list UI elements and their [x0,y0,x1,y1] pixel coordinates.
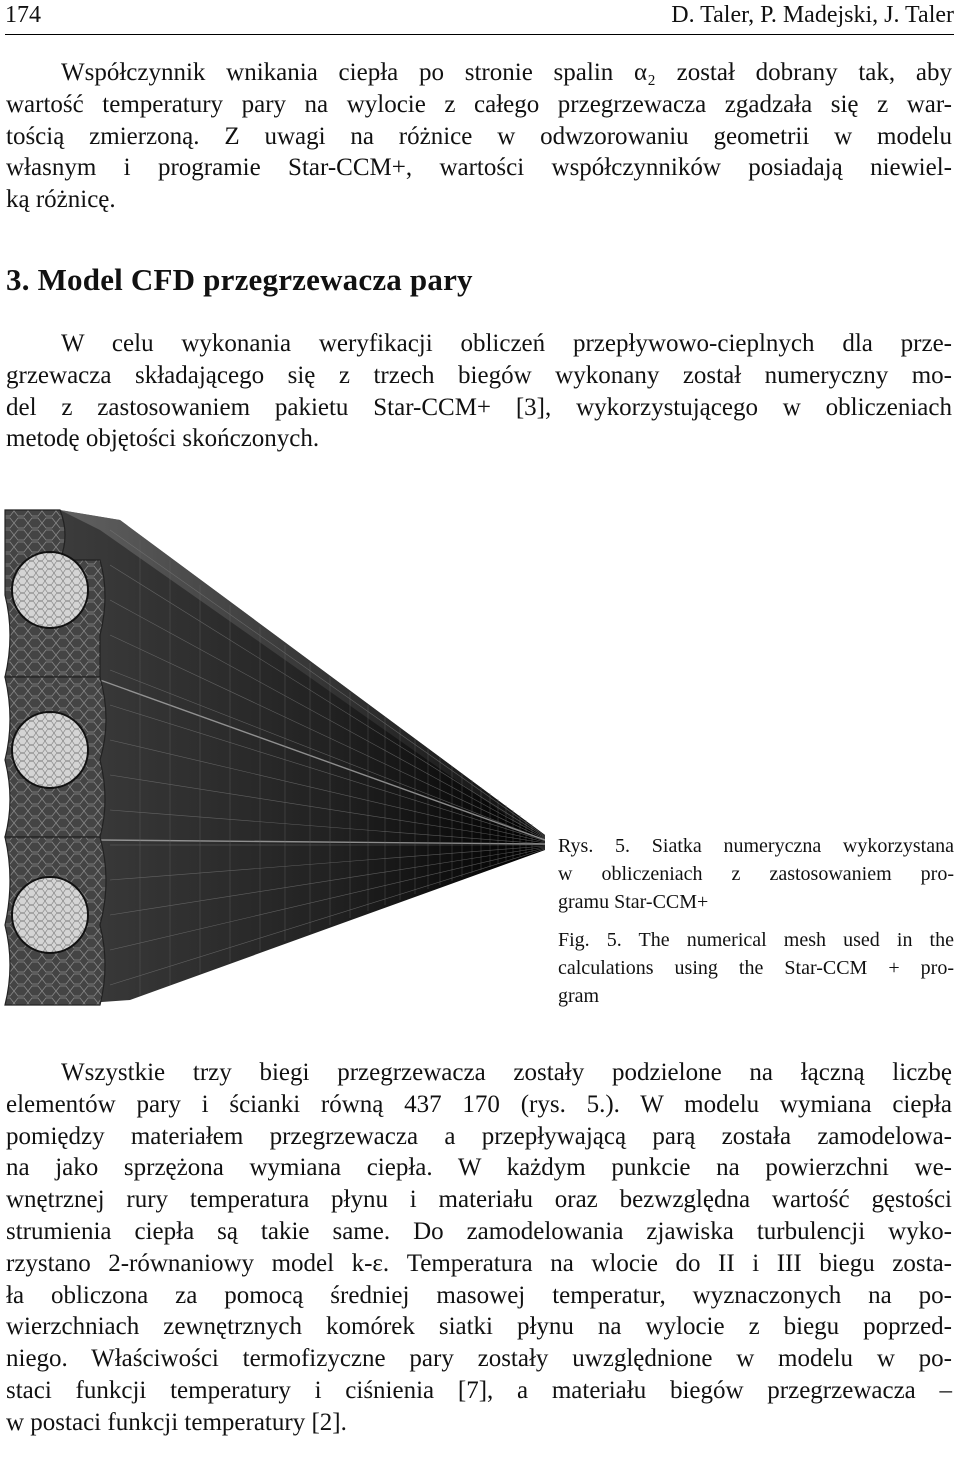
text-line: wierzchniach zewnętrznych komórek siatki płynu na wylocie z biegu poprzed- [6,1313,952,1341]
text-line: grzewacza składającego się z trzech biegów wykonany został numeryczny mo- [6,361,952,389]
caption-line: gram [558,985,600,1007]
text-line: W celu wykonania weryfikacji obliczeń przepływowo-cieplnych dla prze- [61,330,952,357]
tube-section-middle [12,712,88,788]
caption-line: gramu Star-CCM+ [558,891,709,913]
text-line: wartość temperatury pary na wylocie z całego przegrzewacza zgadzała się z war- [6,90,952,118]
section-heading: 3. Model CFD przegrzewacza pary [6,262,473,297]
text-line: niego. Właściwości termofizyczne pary zostały uwzględnione w modelu w po- [6,1345,952,1373]
text-line: del z zastosowaniem pakietu Star-CCM+ [3], wykorzystującego w obliczeniach [6,393,952,421]
caption-line: Rys. 5. Siatka numeryczna wykorzystana [558,835,954,857]
text-line: ła obliczona za pomocą średniej masowej temperatur, wyznaczonych na po- [6,1281,952,1309]
text-line: wnętrznej rury temperatura płynu i materiału oraz bezwzględna wartość gęstości [6,1186,952,1214]
text-line: rzystano 2-równaniowy model k-ε. Temperatura na wlocie do II i III biegu zosta- [6,1249,952,1277]
text-line: własnym i programie Star-CCM+, wartości współczynników posiadają niewiel- [6,154,952,182]
page-header [5,0,954,35]
text-line: staci funkcji temperatury i ciśnienia [7], a materiału biegów przegrzewacza – [6,1376,952,1404]
paragraph-cfd-model [6,328,952,455]
text-line: elementów pary i ścianki równą 437 170 (rys. 5.). W modelu wymiana ciepła [6,1090,952,1118]
text-line: strumienia ciepła są takie same. Do zamodelowania zjawiska turbulencji wyko- [6,1217,952,1245]
figure-caption-en [558,926,954,1010]
text-line: Współczynnik wnikania ciepła po stronie spalin α₂ został dobrany tak, aby [61,59,952,86]
text-line: metodę objętości skończonych. [6,425,320,453]
text-line: ką różnicę. [6,186,116,214]
mesh-figure [0,505,545,1010]
figure-caption-pl [558,832,954,916]
cross-section [5,510,106,1005]
text-line: tością zmierzoną. Z uwagi na różnice w odwzorowaniu geometrii w modelu [6,122,952,150]
mesh-body [60,510,545,1005]
running-head-authors: D. Taler, P. Madejski, J. Taler [671,2,954,28]
text-line: w postaci funkcji temperatury [2]. [6,1408,347,1436]
caption-line: w obliczeniach z zastosowaniem pro- [558,863,954,885]
caption-line: Fig. 5. The numerical mesh used in the [558,929,954,951]
caption-line: calculations using the Star-CCM + pro- [558,957,954,979]
text-line: pomiędzy materiałem przegrzewacza a przepływającą parą została zamodelowa- [6,1122,952,1150]
paragraph-mesh-description [6,1057,952,1439]
tube-section-bottom [12,877,88,953]
tube-section-top [12,552,88,628]
page-number: 174 [5,2,41,28]
text-line: na jako sprzężona wymiana ciepła. W każdym punkcie na powierzchni we- [6,1154,952,1182]
paragraph-alpha-coefficient [6,57,952,216]
text-line: Wszystkie trzy biegi przegrzewacza zostały podzielone na łączną liczbę [61,1059,952,1086]
